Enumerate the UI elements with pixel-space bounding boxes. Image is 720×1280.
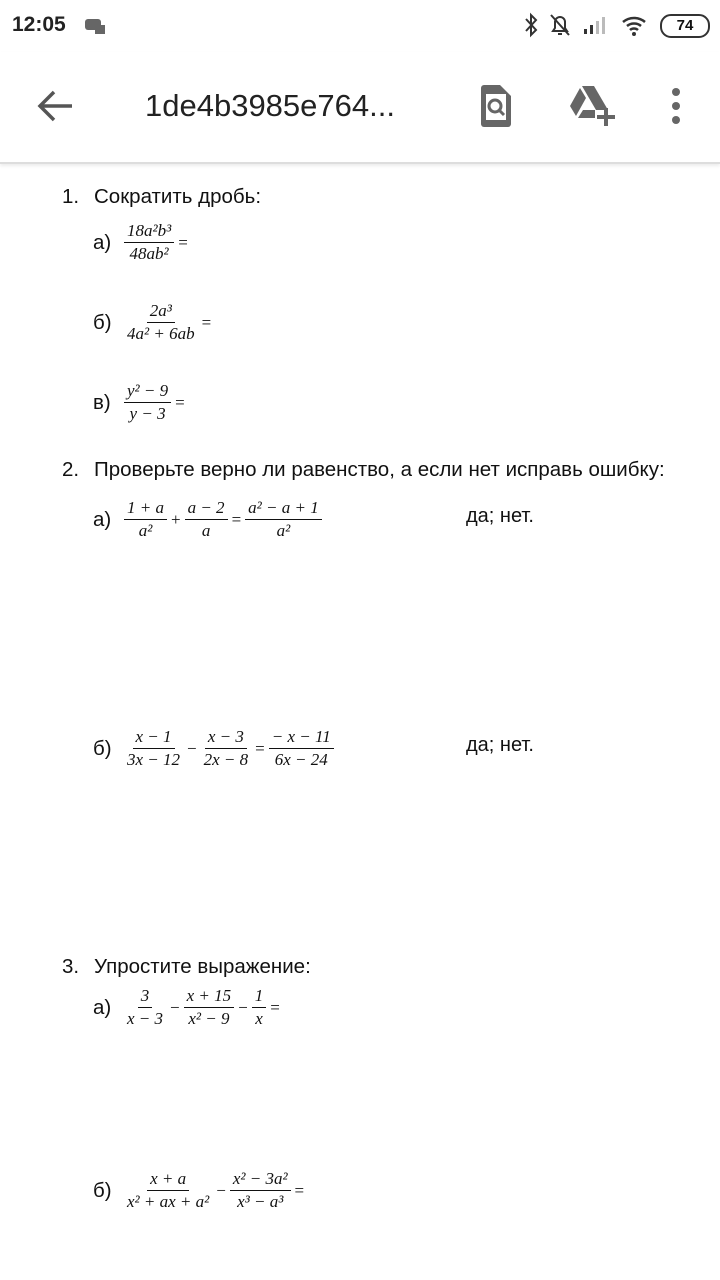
find-in-document-icon[interactable] (478, 84, 514, 128)
formula (122, 300, 213, 345)
numerator: a² − a + 1 (245, 497, 322, 520)
task-heading (62, 458, 665, 482)
denominator: x³ − a³ (237, 1192, 284, 1211)
add-to-drive-icon[interactable] (568, 84, 616, 128)
numerator: y² − 9 (124, 380, 171, 403)
task-number: 1. (62, 185, 80, 208)
back-arrow-icon[interactable] (36, 88, 76, 124)
status-bar (0, 0, 720, 52)
task-title: Упростите выражение: (94, 955, 311, 978)
denominator: a (201, 521, 211, 540)
item-label: а) (93, 996, 112, 1019)
formula (122, 726, 336, 771)
wifi-icon (620, 13, 650, 37)
task-heading (62, 955, 311, 979)
fraction (230, 1168, 291, 1213)
numerator: 3 (138, 985, 153, 1008)
fraction (124, 300, 198, 345)
denominator: y − 3 (129, 404, 166, 423)
denominator: x² − 9 (188, 1009, 230, 1028)
battery-indicator: 74 (660, 14, 710, 38)
denominator: x (255, 1009, 263, 1028)
fraction (124, 1168, 212, 1213)
task-number: 2. (62, 458, 80, 481)
denominator: x² + ax + a² (127, 1192, 210, 1211)
denominator: 4a² + 6ab (127, 324, 195, 343)
fraction (252, 985, 267, 1030)
task-number: 3. (62, 955, 80, 978)
denominator: 6x − 24 (274, 750, 328, 769)
document-title: 1de4b3985e764... (145, 88, 395, 123)
formula (122, 380, 187, 425)
app-bar (0, 52, 720, 164)
numerator: x + a (147, 1168, 189, 1191)
task-heading (62, 185, 261, 209)
formula (122, 1168, 306, 1213)
more-options-icon[interactable] (668, 86, 684, 126)
answer-options: да; нет. (466, 505, 534, 527)
fraction (124, 985, 166, 1030)
formula (122, 985, 282, 1030)
denominator: 3x − 12 (127, 750, 181, 769)
operator: = (175, 392, 185, 412)
numerator: x + 15 (184, 985, 235, 1008)
operator: = (270, 997, 280, 1017)
formula (122, 220, 190, 265)
item-label: а) (93, 231, 112, 254)
fraction (201, 726, 252, 771)
fraction (124, 726, 183, 771)
denominator: a² (276, 521, 291, 540)
status-time: 12:05 (12, 13, 66, 36)
operator: − (238, 997, 248, 1017)
fraction (124, 380, 171, 425)
notification-app-icon (84, 16, 108, 36)
numerator: − x − 11 (269, 726, 334, 749)
task-title: Сократить дробь: (94, 185, 262, 208)
answer-options: да; нет. (466, 734, 534, 756)
operator: − (187, 738, 197, 758)
operator: = (201, 312, 212, 332)
fraction (269, 726, 334, 771)
numerator: 2a³ (147, 300, 175, 323)
numerator: 1 + a (124, 497, 167, 520)
item-label: б) (93, 1179, 112, 1202)
operator: = (178, 232, 188, 252)
operator: − (216, 1180, 226, 1200)
denominator: 48ab² (129, 244, 169, 263)
denominator: x − 3 (127, 1009, 164, 1028)
formula (122, 497, 324, 542)
task-title: Проверьте верно ли равенство, а если нет исправь ошибку: (94, 458, 665, 481)
fraction (185, 497, 228, 542)
operator: = (255, 738, 265, 758)
numerator: 1 (252, 985, 267, 1008)
operator: − (170, 997, 180, 1017)
signal-icon (582, 14, 610, 36)
muted-bell-icon (548, 12, 572, 38)
item-label: б) (93, 737, 112, 760)
operator: + (170, 509, 181, 529)
denominator: 2x − 8 (203, 750, 249, 769)
numerator: x² − 3a² (230, 1168, 291, 1191)
item-label: б) (93, 311, 112, 334)
numerator: x − 3 (205, 726, 247, 749)
item-label: в) (93, 391, 111, 414)
numerator: 18a²b³ (124, 220, 174, 243)
fraction (184, 985, 235, 1030)
bluetooth-icon (522, 12, 540, 38)
item-label: а) (93, 508, 112, 531)
denominator: a² (138, 521, 153, 540)
fraction (124, 497, 167, 542)
fraction (245, 497, 322, 542)
numerator: a − 2 (185, 497, 228, 520)
operator: = (231, 509, 242, 529)
operator: = (294, 1180, 305, 1200)
numerator: x − 1 (133, 726, 175, 749)
fraction (124, 220, 174, 265)
